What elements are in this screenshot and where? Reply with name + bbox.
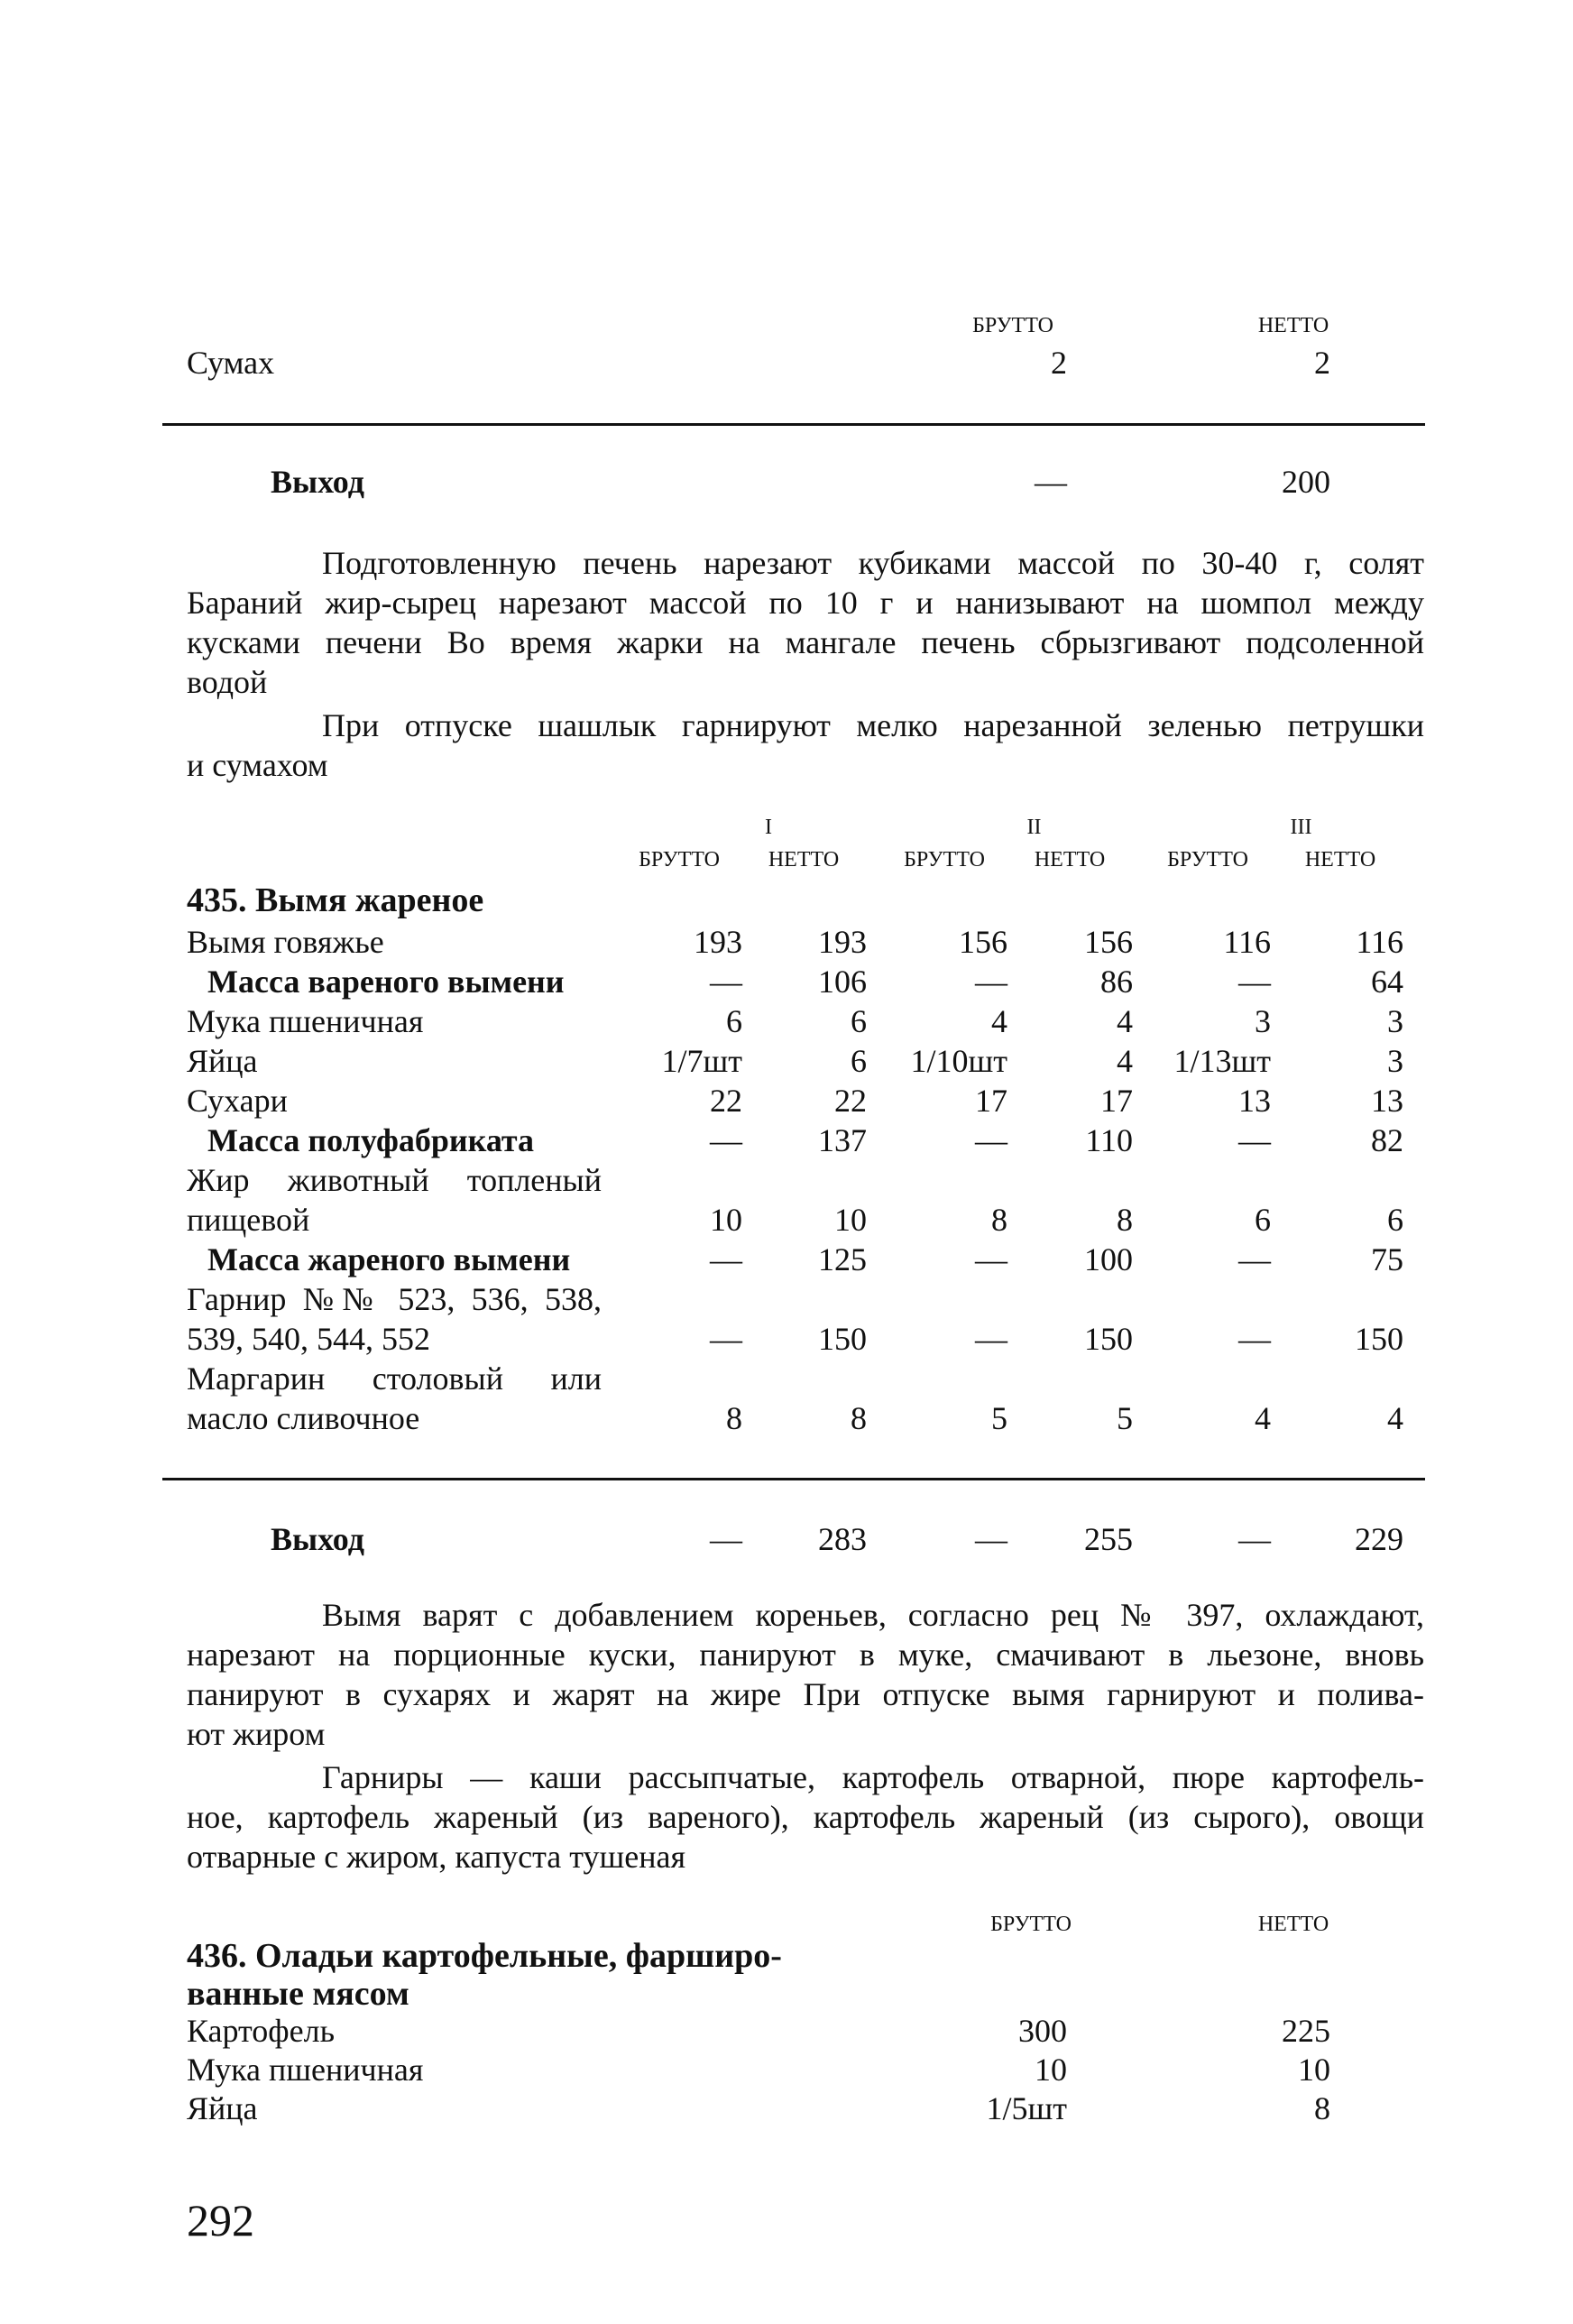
ingredient-name: Яйца (187, 1043, 258, 1079)
value-cell: 10 (710, 1202, 742, 1238)
output-value: 283 (818, 1521, 867, 1557)
column-header: НЕТТО (1034, 848, 1106, 872)
group-header: I (765, 816, 772, 839)
value-cell: 75 (1371, 1241, 1403, 1277)
group-header: III (1290, 816, 1312, 839)
text-line: ное, картофель жареный (из вареного), картофель жареный (из сырого), овощи (187, 1799, 1424, 1835)
value-cell: 150 (1084, 1321, 1133, 1357)
recipe-title: 435. Вымя жареное (187, 881, 484, 919)
ingredient-name: Сухари (187, 1083, 288, 1119)
column-header: БРУТТО (1167, 848, 1248, 872)
text-line: водой (187, 664, 268, 700)
divider (162, 423, 1425, 426)
netto-value: 2 (1314, 345, 1330, 381)
value-cell: 6 (1387, 1202, 1403, 1238)
group-header: II (1026, 816, 1042, 839)
value-cell: 125 (818, 1241, 867, 1277)
ingredient-name: Картофель (187, 2013, 335, 2049)
value-cell: — (975, 1321, 1007, 1357)
text-line: Подготовленную печень нарезают кубиками массой по 30-40 г, солят (322, 545, 1424, 581)
output-brutto: — (1035, 464, 1067, 500)
brutto-value: 10 (1035, 2052, 1067, 2088)
output-value: — (1238, 1521, 1271, 1557)
value-cell: 13 (1238, 1083, 1271, 1119)
ingredient-name: Масса полуфабриката (207, 1122, 535, 1158)
ingredient-name: Сумах (187, 345, 275, 381)
output-label: Выход (271, 464, 364, 500)
column-header-netto: НЕТТО (1257, 314, 1329, 337)
column-header-brutto: БРУТТО (972, 314, 1053, 337)
value-cell: 1/10шт (910, 1043, 1007, 1079)
brutto-value: 300 (1018, 2013, 1067, 2049)
value-cell: 3 (1387, 1003, 1403, 1039)
ingredient-name: Жир животный топленый (187, 1162, 602, 1198)
ingredient-name: 539, 540, 544, 552 (187, 1321, 430, 1357)
value-cell: 1/7шт (661, 1043, 742, 1079)
value-cell: 8 (991, 1202, 1007, 1238)
value-cell: 116 (1356, 924, 1403, 960)
text-line: и сумахом (187, 747, 328, 783)
value-cell: 4 (1117, 1043, 1133, 1079)
value-cell: — (1238, 1122, 1271, 1158)
value-cell: 193 (818, 924, 867, 960)
value-cell: 150 (818, 1321, 867, 1357)
value-cell: 86 (1100, 964, 1133, 1000)
value-cell: 4 (1117, 1003, 1133, 1039)
divider (162, 1478, 1425, 1480)
value-cell: 116 (1223, 924, 1271, 960)
ingredient-name: Масса вареного вымени (207, 964, 565, 1000)
brutto-value: 1/5шт (986, 2090, 1067, 2126)
text-line: ют жиром (187, 1716, 326, 1752)
value-cell: 156 (959, 924, 1007, 960)
value-cell: — (710, 1122, 742, 1158)
column-header-brutto: БРУТТО (990, 1913, 1072, 1936)
text-line: Вымя варят с добавлением кореньев, согласно рец № 397, охлаждают, (322, 1597, 1424, 1633)
value-cell: — (1238, 1241, 1271, 1277)
value-cell: 4 (991, 1003, 1007, 1039)
ingredient-name: Гарнир №№ 523, 536, 538, (187, 1281, 602, 1317)
value-cell: — (975, 964, 1007, 1000)
value-cell: 6 (726, 1003, 742, 1039)
recipe-title-line: 436. Оладьи картофельные, фарширо- (187, 1937, 782, 1975)
ingredient-name: Маргарин столовый или (187, 1360, 602, 1397)
value-cell: — (710, 1241, 742, 1277)
value-cell: 6 (1255, 1202, 1271, 1238)
value-cell: — (1238, 964, 1271, 1000)
value-cell: 10 (834, 1202, 867, 1238)
output-netto: 200 (1282, 464, 1330, 500)
recipe-title-line: ванные мясом (187, 1975, 409, 2013)
value-cell: 100 (1084, 1241, 1133, 1277)
value-cell: 137 (818, 1122, 867, 1158)
value-cell: 5 (1117, 1400, 1133, 1436)
netto-value: 8 (1314, 2090, 1330, 2126)
value-cell: 8 (1117, 1202, 1133, 1238)
column-header: БРУТТО (904, 848, 985, 872)
text-line: панируют в сухарях и жарят на жире При отпуске вымя гарнируют и полива- (187, 1676, 1424, 1712)
ingredient-name: Вымя говяжье (187, 924, 384, 960)
ingredient-name: Масса жареного вымени (207, 1241, 571, 1277)
page-number: 292 (187, 2195, 254, 2246)
value-cell: 8 (726, 1400, 742, 1436)
ingredient-name: Мука пшеничная (187, 2052, 424, 2088)
value-cell: 8 (851, 1400, 867, 1436)
value-cell: 6 (851, 1003, 867, 1039)
netto-value: 225 (1282, 2013, 1330, 2049)
value-cell: 150 (1355, 1321, 1403, 1357)
value-cell: 17 (1100, 1083, 1133, 1119)
value-cell: 22 (834, 1083, 867, 1119)
value-cell: 22 (710, 1083, 742, 1119)
brutto-value: 2 (1051, 345, 1067, 381)
output-value: 229 (1355, 1521, 1403, 1557)
text-line: При отпуске шашлык гарнируют мелко нарезанной зеленью петрушки (322, 707, 1424, 743)
value-cell: 106 (818, 964, 867, 1000)
ingredient-name: пищевой (187, 1202, 310, 1238)
value-cell: — (975, 1122, 1007, 1158)
text-line: кусками печени Во время жарки на мангале печень сбрызгивают подсоленной (187, 624, 1424, 660)
text-line: отварные с жиром, капуста тушеная (187, 1839, 686, 1875)
value-cell: 82 (1371, 1122, 1403, 1158)
value-cell: 4 (1387, 1400, 1403, 1436)
output-value: — (710, 1521, 742, 1557)
value-cell: 1/13шт (1173, 1043, 1271, 1079)
ingredient-name: Яйца (187, 2090, 258, 2126)
text-line: Бараний жир-сырец нарезают массой по 10 г и нанизывают на шомпол между (187, 585, 1424, 621)
value-cell: — (710, 1321, 742, 1357)
value-cell: 4 (1255, 1400, 1271, 1436)
value-cell: — (710, 964, 742, 1000)
value-cell: 3 (1255, 1003, 1271, 1039)
value-cell: — (975, 1241, 1007, 1277)
value-cell: 5 (991, 1400, 1007, 1436)
output-value: — (975, 1521, 1007, 1557)
value-cell: 193 (694, 924, 742, 960)
column-header-netto: НЕТТО (1257, 1913, 1329, 1936)
value-cell: 64 (1371, 964, 1403, 1000)
value-cell: 110 (1085, 1122, 1133, 1158)
ingredient-name: Мука пшеничная (187, 1003, 424, 1039)
value-cell: 13 (1371, 1083, 1403, 1119)
value-cell: 6 (851, 1043, 867, 1079)
ingredient-name: масло сливочное (187, 1400, 420, 1436)
value-cell: — (1238, 1321, 1271, 1357)
netto-value: 10 (1298, 2052, 1330, 2088)
output-value: 255 (1084, 1521, 1133, 1557)
column-header: БРУТТО (639, 848, 720, 872)
column-header: НЕТТО (1304, 848, 1376, 872)
value-cell: 3 (1387, 1043, 1403, 1079)
column-header: НЕТТО (768, 848, 840, 872)
value-cell: 156 (1084, 924, 1133, 960)
output-label: Выход (271, 1521, 364, 1557)
text-line: Гарниры — каши рассыпчатые, картофель отварной, пюре картофель- (322, 1759, 1424, 1795)
value-cell: 17 (975, 1083, 1007, 1119)
text-line: нарезают на порционные куски, панируют в муке, смачивают в льезоне, вновь (187, 1637, 1424, 1673)
